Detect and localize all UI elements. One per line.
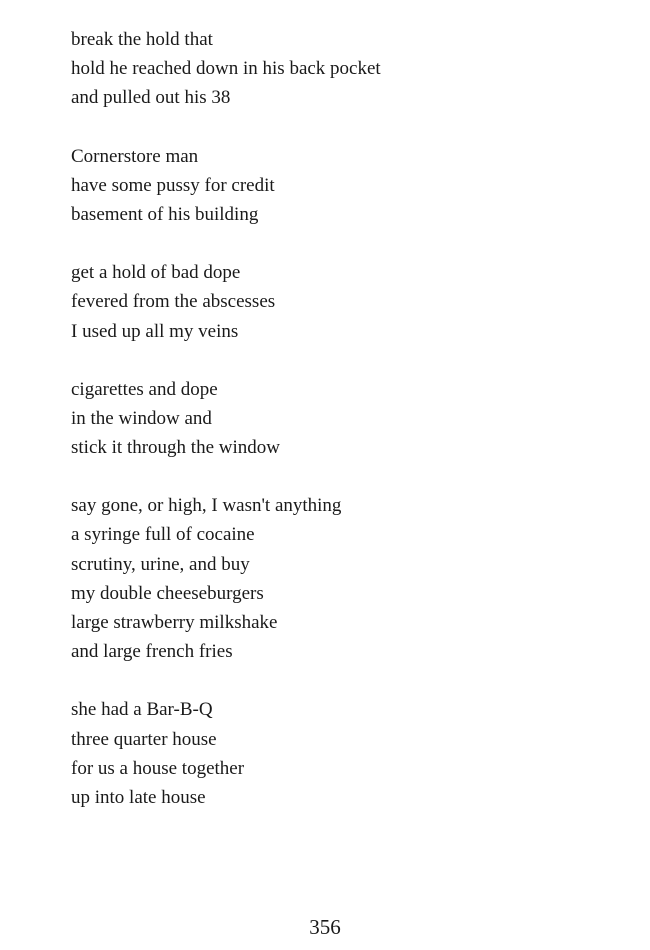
stanza (71, 25, 631, 113)
poem-line: three quarter house (71, 728, 217, 750)
poem-line: my double cheeseburgers (71, 582, 264, 604)
poem-line: stick it through the window (71, 437, 280, 459)
poem-line: a syringe full of cocaine (71, 524, 255, 546)
stanza (71, 375, 631, 463)
poem-body (71, 25, 631, 841)
poem-line: I used up all my veins (71, 320, 239, 342)
poem-line: break the hold that (71, 29, 213, 50)
poem-line: fevered from the abscesses (71, 291, 276, 313)
poem-line: scrutiny, urine, and buy (71, 553, 250, 575)
poem-line: she had a Bar-B-Q (71, 699, 213, 721)
poem-line: Cornerstore man (71, 145, 199, 167)
stanza (71, 491, 631, 666)
stanza (71, 142, 631, 230)
poem-line: large strawberry milkshake (71, 612, 278, 633)
poem-line: and pulled out his 38 (71, 87, 231, 109)
poem-line: and large french fries (71, 641, 233, 663)
stanza (71, 695, 631, 812)
page-number: 356 (309, 915, 341, 939)
poem-line: for us a house together (71, 757, 245, 779)
poem-line: hold he reached down in his back pocket (71, 58, 381, 80)
poem-line: up into late house (71, 786, 206, 808)
poem-line: get a hold of bad dope (71, 262, 241, 284)
stanza (71, 258, 631, 346)
poem-line: basement of his building (71, 203, 259, 225)
poem-line: in the window and (71, 407, 212, 429)
poem-line: say gone, or high, I wasn't anything (71, 495, 342, 517)
poem-line: have some pussy for credit (71, 174, 275, 196)
poem-line: cigarettes and dope (71, 378, 218, 400)
